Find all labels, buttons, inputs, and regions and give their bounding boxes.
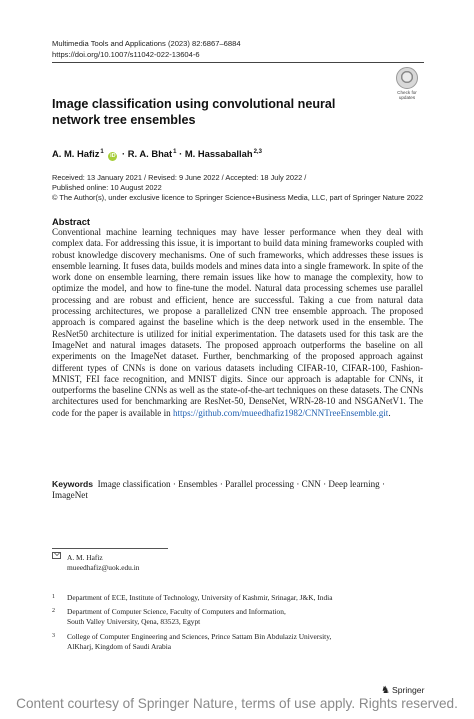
keywords-list: Image classification · Ensembles · Parallel processing · CNN · Deep learning · ImageNet [52, 479, 385, 501]
journal-citation: Multimedia Tools and Applications (2023) 82:6867–6884 [52, 39, 241, 48]
affiliation-2 [52, 606, 286, 627]
affiliation-1 [52, 592, 333, 603]
author-affiliation-mark: 1 [100, 149, 104, 155]
published-online: Published online: 10 August 2022 [52, 183, 162, 193]
springer-horse-icon: ♞ [381, 685, 390, 696]
affiliation-number: 3 [52, 633, 55, 639]
corresponding-name: A. M. Hafiz [67, 553, 103, 562]
orcid-icon[interactable]: iD [110, 153, 116, 159]
author-affiliation-mark: 2,3 [253, 149, 262, 155]
publisher-logo [381, 685, 424, 696]
author-list [52, 148, 262, 161]
copyright-notice: © The Author(s), under exclusive licence to Springer Science+Business Media, LLC, part of Springer Nature 2022 [52, 193, 424, 203]
affiliation-3 [52, 631, 331, 652]
affiliation-number: 1 [52, 594, 55, 600]
publisher-name: Springer [391, 685, 425, 695]
header-rule [52, 62, 424, 63]
keywords-label: Keywords [52, 479, 94, 489]
check-for-updates-badge[interactable] [392, 67, 422, 100]
affiliation-number: 2 [52, 608, 55, 614]
journal-header [52, 38, 241, 60]
keywords-section [52, 479, 423, 502]
corresponding-author [52, 552, 139, 573]
corresponding-email[interactable]: mueedhafiz@uok.edu.in [67, 563, 140, 573]
received-revised-accepted: Received: 13 January 2021 / Revised: 9 June 2022 / Accepted: 18 July 2022 / [52, 173, 307, 182]
author-name[interactable]: R. A. Bhat [127, 148, 173, 159]
envelope-icon [52, 552, 61, 559]
author-separator: · [121, 148, 126, 159]
author-separator: · [179, 148, 183, 159]
doi-link[interactable]: https://doi.org/10.1007/s11042-022-13604-6 [52, 50, 200, 59]
code-repository-link[interactable]: https://github.com/mueedhafiz1982/CNNTreeEnsemble.git [172, 407, 389, 418]
author-affiliation-mark: 1 [173, 149, 177, 155]
abstract-end: . [388, 407, 391, 418]
check-updates-label: Check for updates [397, 90, 417, 100]
author-name[interactable]: A. M. Hafiz [52, 148, 100, 159]
affiliation-text: AlKharj, Kingdom of Saudi Arabia [67, 642, 172, 652]
author-name[interactable]: M. Hassaballah [184, 148, 253, 159]
affiliation-text: Department of Computer Science, Faculty of Computers and Information, [67, 607, 286, 616]
paper-title: Image classification using convolutional neural network tree ensembles [52, 97, 336, 127]
abstract-body [52, 227, 423, 419]
affiliation-text: College of Computer Engineering and Sciences, Prince Sattam Bin Abdulaziz University, [67, 632, 332, 641]
affiliation-text: South Valley University, Qena, 83523, Egypt [67, 617, 201, 627]
courtesy-watermark: Content courtesy of Springer Nature, terms of use apply. Rights reserved. [16, 696, 458, 711]
abstract-text: Conventional machine learning techniques may have lesser performance when they deal with complex data. For addressing this issue, it is important to build data mining frameworks coupled with robust knowledge discovery mechanisms. One of such frameworks, which addresses these issues is ensemble learning. It fuses data, builds models and mines data into a single framework. In spite of the work done on ensemble learning, there remain issues like how to manage the complexity, how to optimize the model, and how to fine-tune the model. Natural data processing schemes use parallel processing and are robust and efficient, hence are successful. Taking a cue from natural data processing architectures, we propose a parallelized CNN tree ensemble approach. The proposed approach is compared against the baseline which is the deep network used in the ensemble. The ResNet50 architecture is utilized for initial experimentation. The datasets used for this task are the ImageNet and natural images datasets. The proposed approach outperforms the baseline on all experiments on the ImageNet dataset. Further, benchmarking of the proposed approach against different types of CNNs is done on various datasets including CIFAR-10, CIFAR-100, Fashion-MNIST, FEI face recognition, and MNIST digits. Since our approach is adaptable for CNNs, it outperforms the baseline CNNs as well as the state-of-the-art techniques on these datasets. The CNNs architectures used for benchmarking are ResNet-50, DenseNet, WRN-28-10 and NSGANetV1. The code for the paper is available in [52, 227, 423, 418]
check-updates-icon [396, 67, 418, 89]
publication-dates [52, 173, 423, 204]
abstract-heading: Abstract [52, 216, 91, 227]
footnote-rule [52, 548, 168, 549]
affiliation-text: Department of ECE, Institute of Technology, University of Kashmir, Srinagar, J&K, India [67, 593, 333, 602]
